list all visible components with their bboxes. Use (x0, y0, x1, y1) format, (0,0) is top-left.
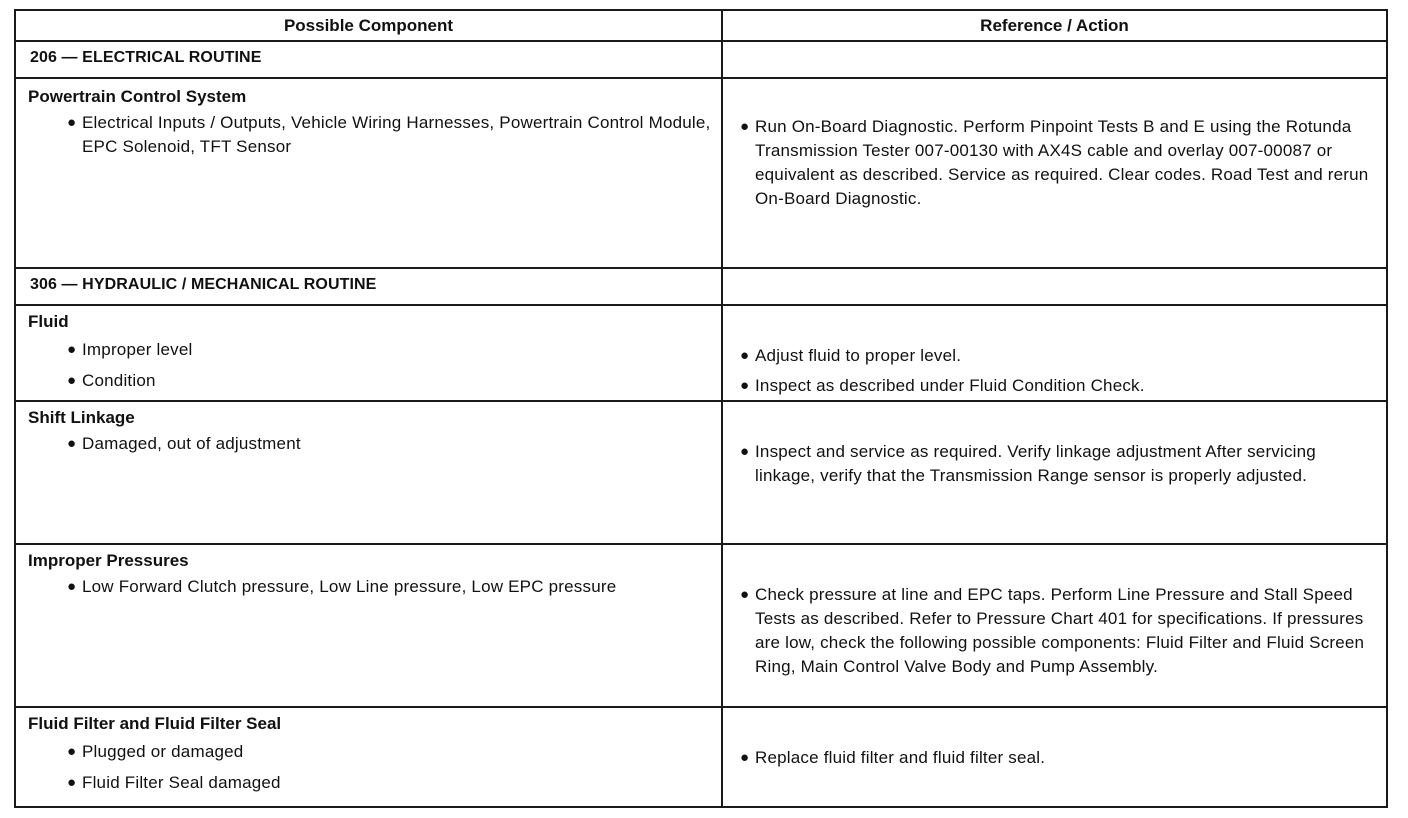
list-item: ● Plugged or damaged (82, 740, 721, 764)
table-row (15, 401, 1387, 544)
bullet-icon: ● (740, 377, 750, 394)
action-cell (722, 401, 1387, 544)
table-row (15, 544, 1387, 707)
bullet-icon: ● (740, 347, 750, 364)
section-empty-cell (722, 268, 1387, 305)
bullet-icon: ● (67, 578, 77, 595)
list-item: ● Condition (82, 369, 721, 393)
bullet-icon: ● (67, 774, 77, 791)
bullet-icon: ● (67, 743, 77, 760)
list-item: ● Improper level (82, 338, 721, 362)
bullet-icon: ● (740, 749, 750, 766)
header-component: Possible Component (15, 10, 722, 41)
table-row (15, 305, 1387, 401)
section-title: 206 — ELECTRICAL ROUTINE (15, 41, 722, 78)
bullet-icon: ● (67, 114, 77, 131)
section-title: 306 — HYDRAULIC / MECHANICAL ROUTINE (15, 268, 722, 305)
component-cell (15, 305, 722, 401)
list-item: ● Inspect and service as required. Verify linkage adjustment After servicing linkage, verify that the Transmission Range sensor is properly adjusted. (740, 442, 1316, 485)
list-item: ● Replace fluid filter and fluid filter seal. (755, 746, 1372, 770)
diagnostic-table (14, 9, 1388, 808)
bullet-icon: ● (740, 443, 750, 460)
list-item: ● Low Forward Clutch pressure, Low Line pressure, Low EPC pressure (82, 575, 661, 599)
list-item: ● Damaged, out of adjustment (82, 432, 721, 456)
component-cell (15, 707, 722, 807)
action-cell (722, 305, 1387, 401)
section-empty-cell (722, 41, 1387, 78)
component-cell (15, 544, 722, 707)
header-reference: Reference / Action (722, 10, 1387, 41)
component-title: Improper Pressures (28, 551, 189, 570)
component-title: Powertrain Control System (28, 87, 247, 106)
action-cell (722, 78, 1387, 268)
section-row (15, 41, 1387, 78)
bullet-icon: ● (67, 341, 77, 358)
component-title: Fluid (28, 312, 69, 331)
list-item: ● Inspect as described under Fluid Condition Check. (755, 374, 1372, 398)
action-cell (722, 707, 1387, 807)
bullet-icon: ● (740, 118, 750, 135)
component-title: Fluid Filter and Fluid Filter Seal (28, 714, 282, 733)
list-item: ● Run On-Board Diagnostic. Perform Pinpoint Tests B and E using the Rotunda Transmission Tester 007-00130 with AX4S cable and overlay 007-00087 or equivalent as described. Service as required. Clear codes. Road Test and rerun On-Board Diagnostic. (740, 117, 1369, 208)
list-item: ● Electrical Inputs / Outputs, Vehicle Wiring Harnesses, Powertrain Control Module, EPC Solenoid, TFT Sensor (67, 113, 711, 156)
header-row (15, 10, 1387, 41)
component-title: Shift Linkage (28, 408, 135, 427)
bullet-icon: ● (740, 586, 750, 603)
bullet-icon: ● (67, 435, 77, 452)
list-item: ● Fluid Filter Seal damaged (82, 771, 721, 795)
table-row (15, 707, 1387, 807)
component-cell (15, 401, 722, 544)
section-row (15, 268, 1387, 305)
list-item: ● Check pressure at line and EPC taps. Perform Line Pressure and Stall Speed Tests as described. Refer to Pressure Chart 401 for specifications. If pressures are low, check the following possible components: Fluid Filter and Fluid Screen Ring, Main Control Valve Body and Pump Assembly. (740, 585, 1365, 676)
component-cell (15, 78, 722, 268)
bullet-icon: ● (67, 372, 77, 389)
table-row (15, 78, 1387, 268)
list-item: ● Adjust fluid to proper level. (755, 344, 1372, 368)
action-cell (722, 544, 1387, 707)
